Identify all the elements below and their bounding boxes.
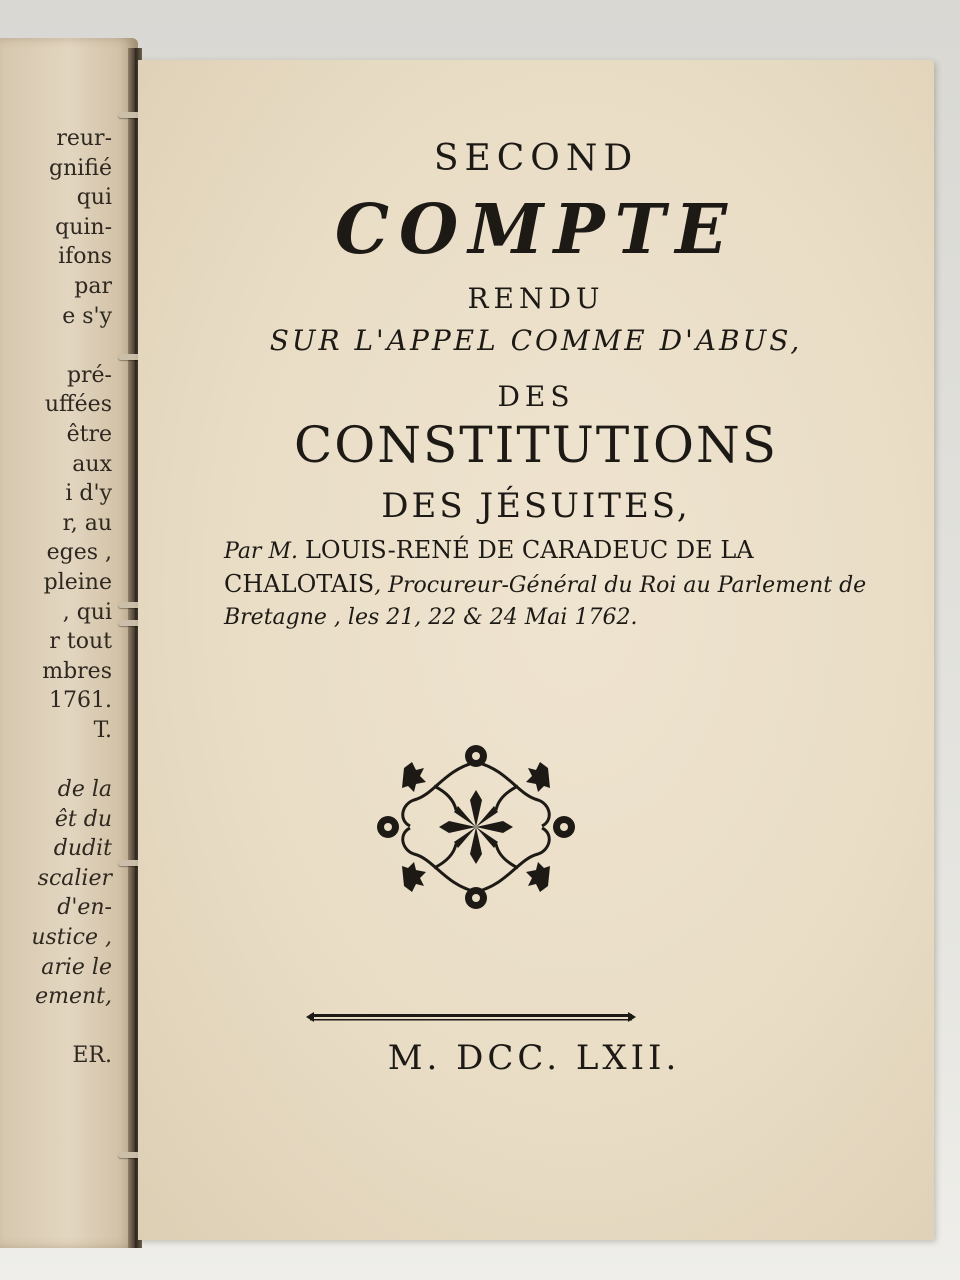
left-page-line: reur- [56, 126, 112, 151]
title-des: DES [497, 380, 575, 413]
left-page-line: scalier [37, 865, 112, 891]
left-page-line: e s'y [62, 303, 112, 329]
imprint-date: M. DCC. LXII. [387, 1038, 681, 1078]
title-page [138, 60, 934, 1240]
floral-ornament-icon [374, 740, 578, 914]
left-page-line: ement, [35, 984, 112, 1010]
title-jesuites: DES JÉSUITES, [381, 486, 691, 526]
left-page-line: uffées [44, 392, 112, 418]
left-page-line: de la [57, 777, 112, 803]
left-page-line: 1761. [49, 688, 112, 714]
left-page-line [0, 1012, 138, 1042]
left-page-line: T. [93, 717, 112, 743]
left-page-line: arie le [41, 954, 112, 980]
left-page-line: ER. [72, 1043, 112, 1069]
author-title: , Procureur-Général du Roi au Parlement de Bretagne , les 21, 22 & 24 Mai 1762. [224, 573, 867, 630]
left-page-line [0, 745, 138, 775]
left-page-line: par [74, 273, 112, 299]
left-page-line: quin- [55, 214, 112, 240]
left-page-line: gnifié [49, 155, 112, 181]
decorative-rule [306, 1010, 636, 1024]
left-page-line: mbres [42, 658, 112, 684]
author-statement [224, 534, 884, 634]
title-compte: COMPTE [334, 190, 738, 270]
left-page-line: eges , [46, 540, 112, 566]
left-page-line: qui [76, 185, 112, 211]
title-constitutions: CONSTITUTIONS [294, 416, 778, 474]
left-page-line: dudit [53, 836, 112, 862]
left-page-line: être [66, 421, 112, 447]
left-page-text [0, 124, 138, 1071]
author-name: LOUIS-RENÉ DE CARADEUC DE LA CHALOTAIS [224, 536, 754, 598]
left-facing-page [0, 38, 138, 1248]
left-page-line: d'en- [57, 895, 112, 921]
title-second: SECOND [433, 138, 639, 179]
left-page-line: pleine [43, 569, 112, 595]
left-page-line: r, au [62, 510, 112, 536]
left-page-line: r tout [49, 629, 112, 655]
author-par: Par M. [224, 539, 298, 564]
left-page-line: i d'y [65, 481, 112, 507]
left-page-line: êt du [54, 806, 112, 832]
title-appel: SUR L'APPEL COMME D'ABUS, [269, 324, 803, 357]
left-page-line: pré- [66, 362, 112, 388]
left-page-line: , qui [62, 599, 112, 625]
left-page-line: ifons [58, 244, 112, 270]
title-rendu: RENDU [467, 282, 605, 315]
left-page-line: aux [72, 451, 112, 477]
left-page-line: ustice , [31, 925, 112, 951]
